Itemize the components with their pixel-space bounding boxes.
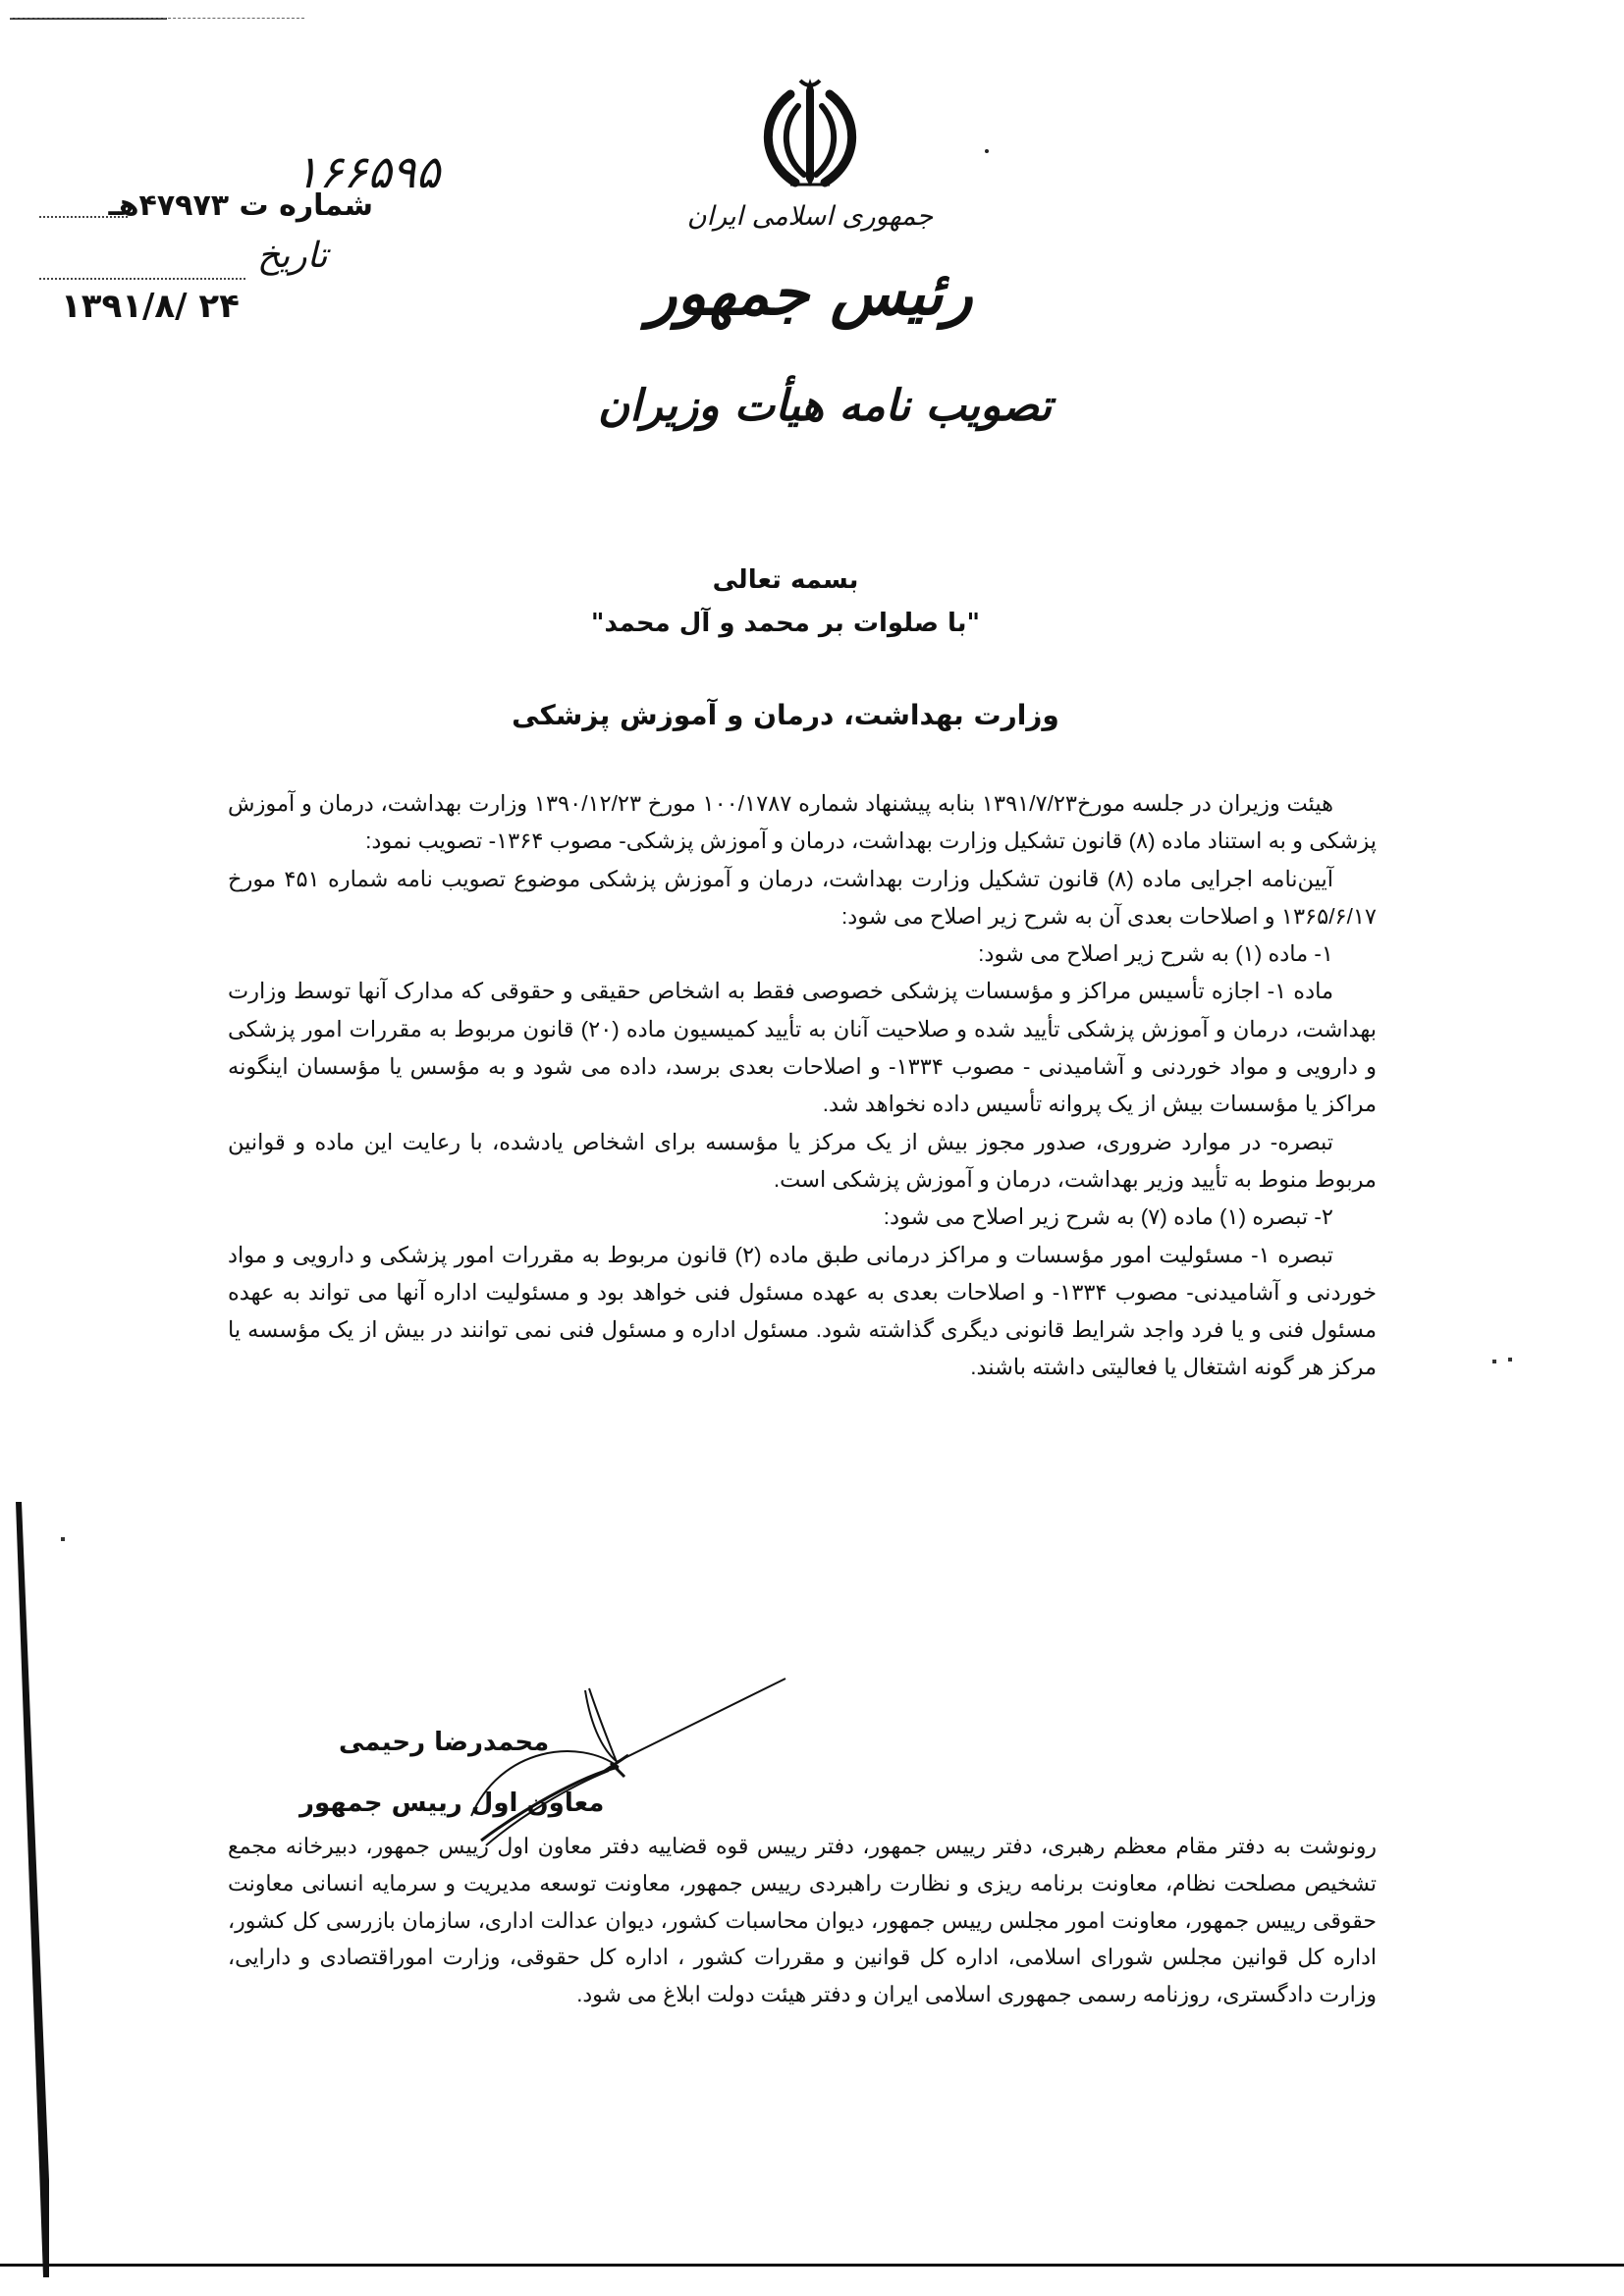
- paragraph-note: تبصره- در موارد ضروری، صدور مجوز بیش از یک مرکز یا مؤسسه برای اشخاص یادشده، با رعایت این ماده و قوانین مربوط منوط به تأیید وزیر بهداشت، درمان و آموزش پزشکی است.: [228, 1129, 1377, 1192]
- cabinet-heading: تصویب نامه هیأت وزیران: [597, 381, 1053, 431]
- cc-distribution: [228, 1828, 1377, 2013]
- handwritten-number: ۱۶۶۵۹۵: [295, 145, 441, 198]
- reference-row: [39, 188, 373, 228]
- paragraph-item-1: ۱- ماده (۱) به شرح زیر اصلاح می شود:: [978, 941, 1333, 967]
- scan-top-dashed-line: [10, 18, 304, 20]
- bism-heading: بسمه تعالی: [712, 565, 859, 595]
- scan-speck: [1508, 1358, 1512, 1362]
- date-value: ۱۳۹۱/۸/ ۲۴: [61, 287, 240, 326]
- president-heading: رئیس جمهور: [647, 257, 973, 329]
- paragraph-regulation: آیین‌نامه اجرایی ماده (۸) قانون تشکیل وزارت بهداشت، درمان و آموزش پزشکی موضوع تصویب نامه شماره ۴۵۱ مورخ ۱۳۶۵/۶/۱۷ و اصلاحات بعدی آن به شرح زیر اصلاح می شود:: [228, 866, 1377, 929]
- signatory-title: معاون اول رییس جمهور: [299, 1789, 605, 1818]
- cc-text: رونوشت به دفتر مقام معظم رهبری، دفتر رییس جمهور، دفتر رییس قوه قضاییه دفتر معاون اول رییس جمهور، دبیرخانه مجمع تشخیص مصلحت نظام، معاونت برنامه ریزی و نظارت راهبردی رییس جمهور، معاونت توسعه مدیریت و سرمایه انسانی معاونت حقوقی رییس جمهور، معاونت امور مجلس رییس جمهور، دیوان محاسبات کشور، دیوان عدالت اداری، سازمان بازرسی کل کشور، اداره کل قوانین مجلس شورای اسلامی، اداره کل قوانین و مقررات کشور ، اداره کل حقوقی، وزارت اموراقتصادی و دارایی، وزارت دادگستری، روزنامه رسمی جمهوری اسلامی ایران و دفتر هیئت دولت ابلاغ می شود.: [228, 1834, 1377, 2007]
- ministry-heading: وزارت بهداشت، درمان و آموزش پزشکی: [512, 699, 1059, 731]
- scan-speck: [1492, 1360, 1496, 1363]
- scan-speck: [61, 1537, 65, 1541]
- date-dotted-line: [39, 278, 245, 280]
- republic-heading: جمهوری اسلامی ایران: [686, 201, 934, 232]
- emblem-inner-right: [816, 106, 834, 175]
- paragraph-item-2: ۲- تبصره (۱) ماده (۷) به شرح زیر اصلاح می شود:: [883, 1204, 1333, 1230]
- emblem-sword: [806, 79, 814, 187]
- emblem-icon: [751, 77, 869, 192]
- salawat-heading: "با صلوات بر محمد و آل محمد": [590, 609, 981, 638]
- reference-number: شماره ت ۴۷۹۷۳هـ: [108, 188, 373, 223]
- paragraph-note-1: تبصره ۱- مسئولیت امور مؤسسات و مراکز درمانی طبق ماده (۲) قانون مربوط به مقررات امور پزشکی و دارویی و مواد خوردنی و آشامیدنی- مصوب ۱۳۳۴- و اصلاحات بعدی به عهده مسئول فنی خواهد بود و مسئولیت اداره آنها می تواند به عهده مسئول فنی و یا فرد واجد شرایط قانونی دیگری گذاشته شود. مسئول اداره و مسئول فنی نمی توانند در بیش از یک مؤسسه یا مرکز هر گونه اشتغال یا فعالیتی داشته باشند.: [228, 1242, 1377, 1380]
- emblem-outer-left: [768, 94, 795, 183]
- scan-speck: [985, 149, 989, 153]
- date-label: تاریخ: [257, 236, 328, 276]
- decree-body: [228, 785, 1377, 1387]
- scan-bottom-line: [0, 2264, 1624, 2267]
- emblem-outer-right: [825, 94, 852, 183]
- paragraph-article-1: ماده ۱- اجازه تأسیس مراکز و مؤسسات پزشکی خصوصی فقط به اشخاص حقیقی و حقوقی که مدارک آنها توسط وزارت بهداشت، درمان و آموزش پزشکی تأیید شده و صلاحیت آنان به تأیید کمیسیون ماده (۲۰) قانون مربوط به مقررات امور پزشکی و دارویی و مواد خوردنی و آشامیدنی - مصوب ۱۳۳۴- و اصلاحات بعدی برسد، داده می شود و به مؤسس یا مؤسسان اینگونه مراکز یا مؤسسات بیش از یک پروانه تأسیس داده نخواهد شد.: [228, 979, 1377, 1117]
- signatory-name: محمدرضا رحیمی: [339, 1728, 550, 1757]
- scan-edge-shadow: [14, 1502, 49, 2277]
- emblem-inner-left: [786, 106, 804, 175]
- paragraph-intro: هیئت وزیران در جلسه مورخ۱۳۹۱/۷/۲۳ بنابه پیشنهاد شماره ۱۰۰/۱۷۸۷ مورخ ۱۳۹۰/۱۲/۲۳ وزارت بهداشت، درمان و آموزش پزشکی و به استناد ماده (۸) قانون تشکیل وزارت بهداشت، درمان و آموزش پزشکی- مصوب ۱۳۶۴- تصویب نمود:: [228, 791, 1377, 854]
